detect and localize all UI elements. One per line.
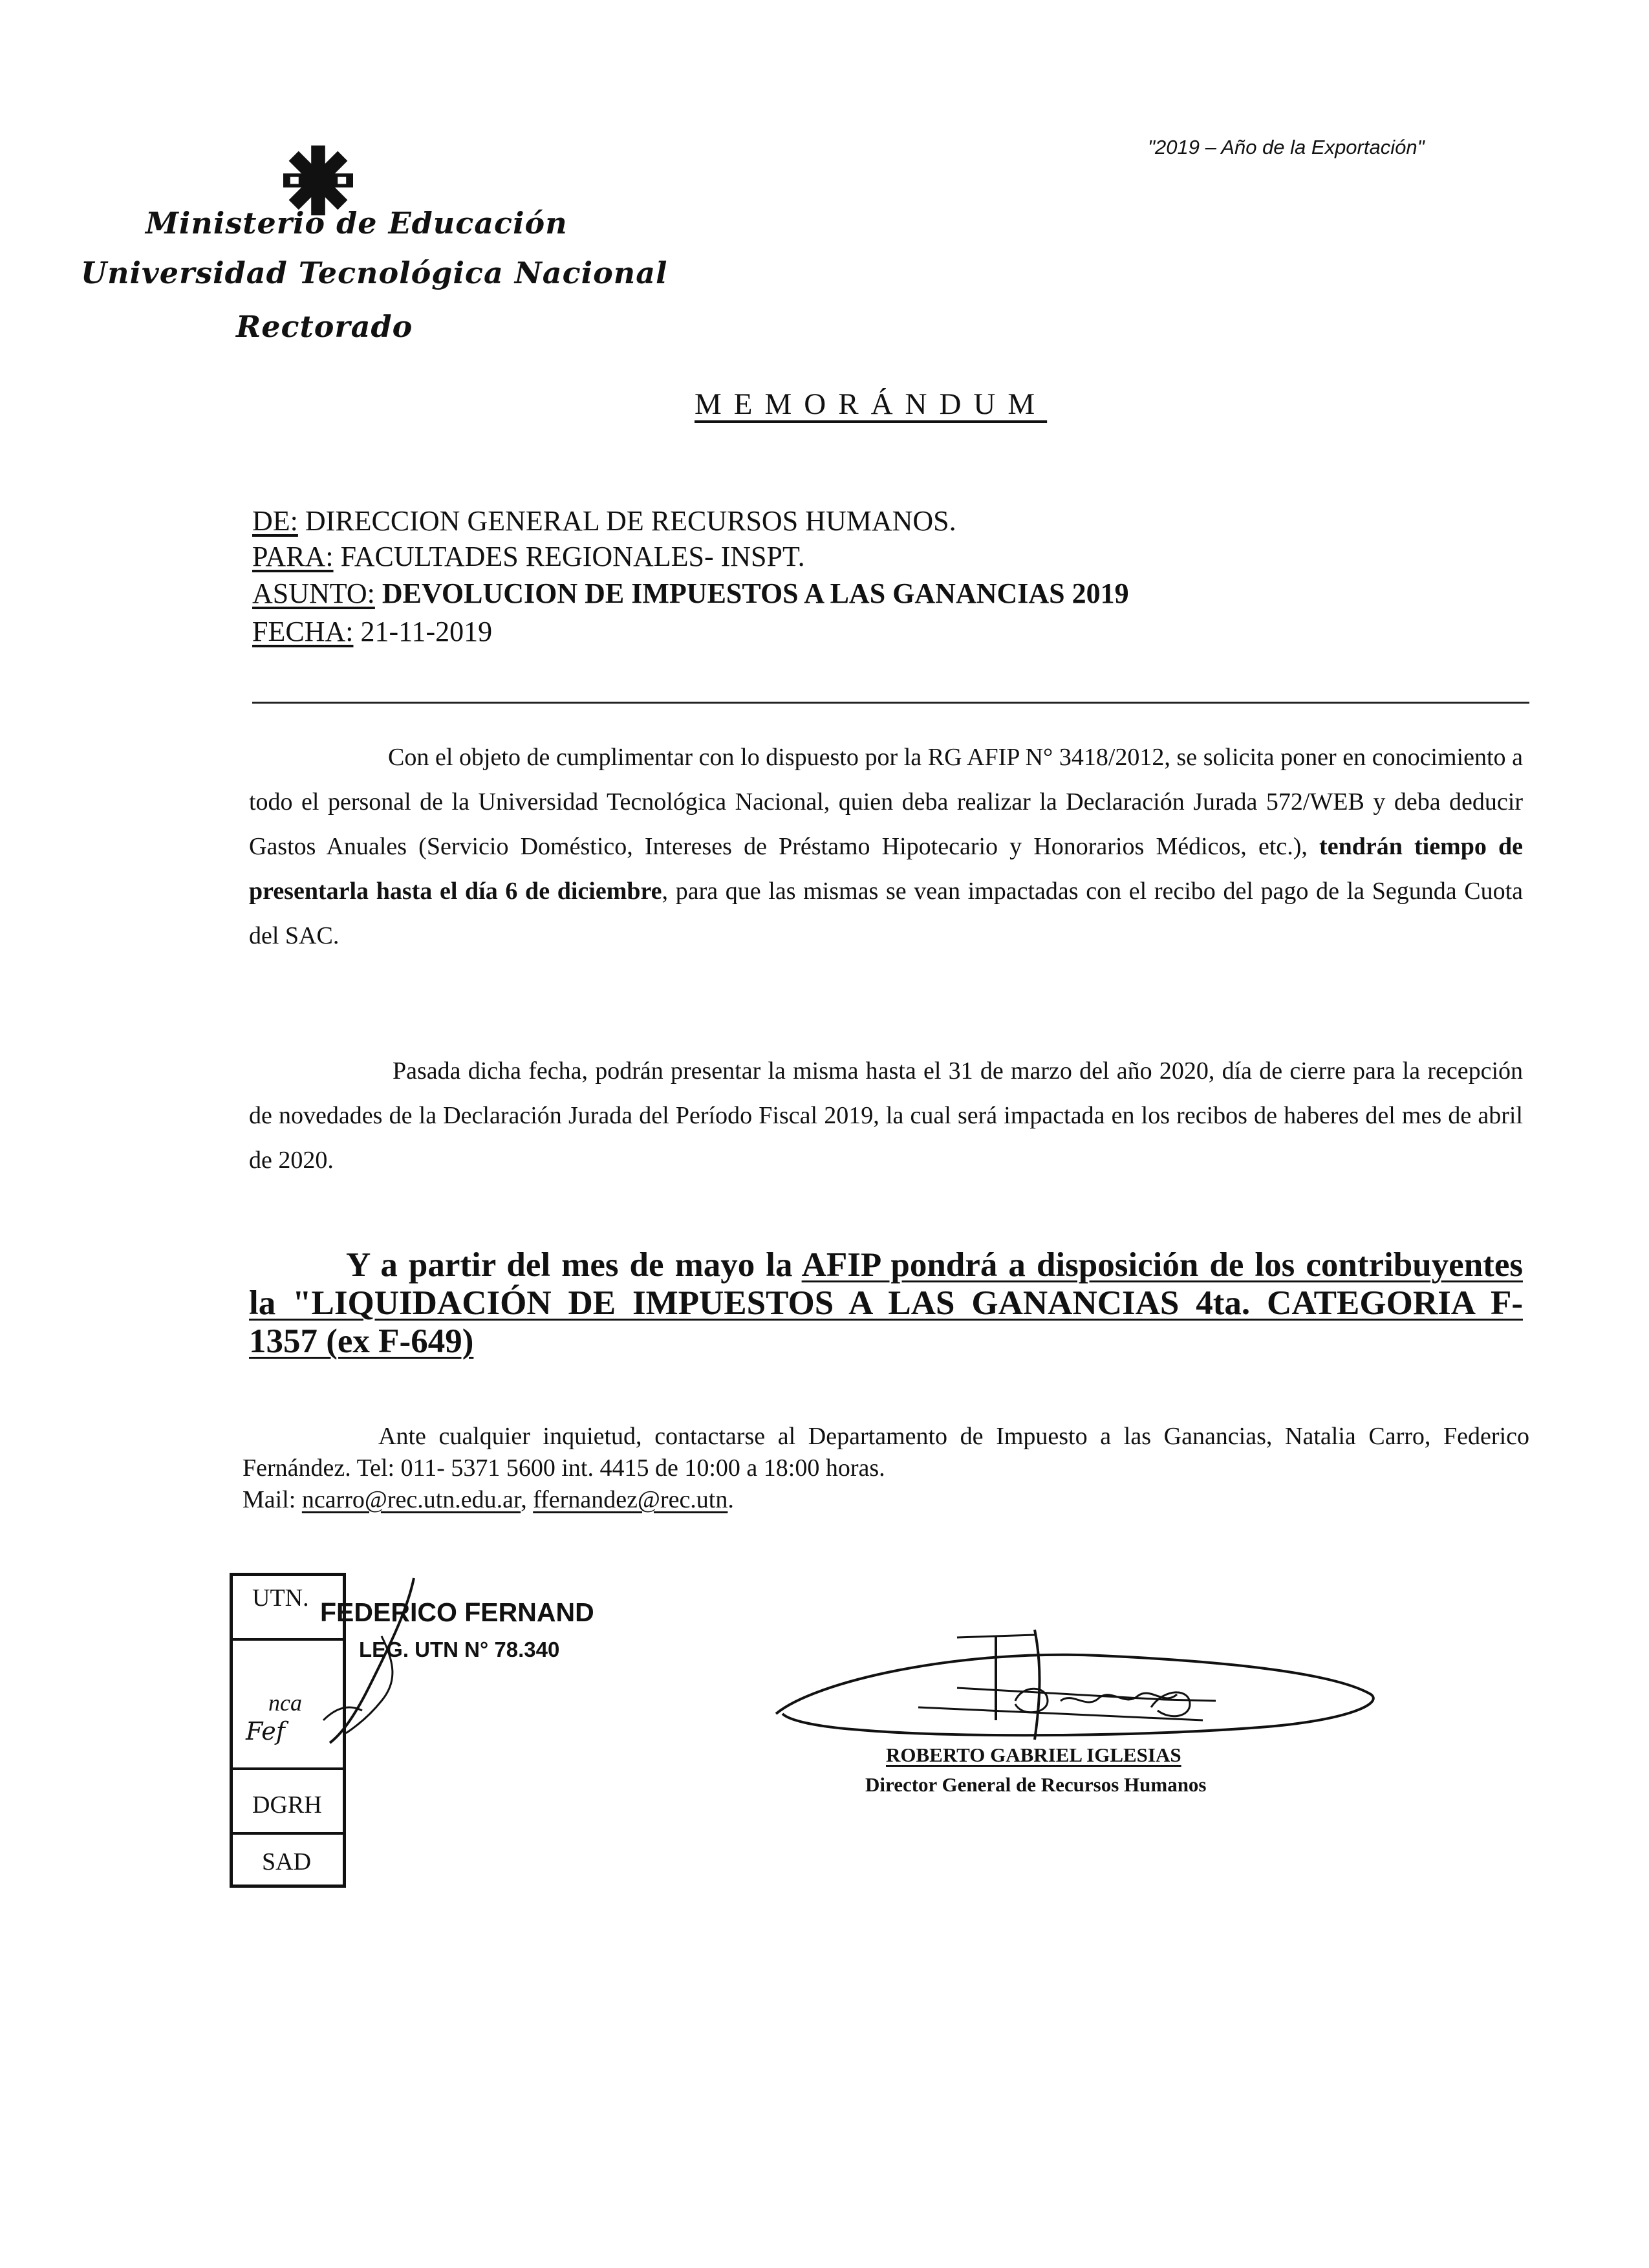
mail-separator: ,: [521, 1486, 534, 1513]
paragraph-1: [249, 735, 1523, 958]
routing-row-dgrh: DGRH: [233, 1770, 343, 1835]
signatory-title: Director General de Recursos Humanos: [865, 1773, 1207, 1796]
letterhead-university: Universidad Tecnológica Nacional: [81, 255, 668, 290]
paragraph-3-text-a: Y a partir del mes de mayo la: [346, 1246, 802, 1284]
stamp-name: FEDERICO FERNAND: [320, 1597, 594, 1627]
field-de-label: DE:: [252, 505, 298, 537]
field-asunto-label: ASUNTO:: [252, 578, 375, 609]
routing-initials-nca: nca: [268, 1690, 302, 1716]
letterhead-rectorado: Rectorado: [236, 309, 413, 344]
paragraph-1-text-b: , para que las mismas se vean impactadas con el recibo del pago de la Segunda Cuota del SAC.: [249, 878, 1524, 949]
field-de-value: DIRECCION GENERAL DE RECURSOS HUMANOS.: [297, 505, 956, 537]
paragraph-2: Pasada dicha fecha, podrán presentar la misma hasta el 31 de marzo del año 2020, día de cierre para la recepción de novedades de la Declaración Jurada del Período Fiscal 2019, la cual será impactada en los recibos de haberes del mes de abril de 2020.: [249, 1057, 1523, 1174]
letterhead-ministry: Ministerio de Educación: [146, 206, 568, 241]
director-signature: [763, 1623, 1384, 1746]
field-fecha-value: 21-11-2019: [353, 616, 493, 647]
routing-row-sad: SAD: [262, 1848, 312, 1875]
mail-label: Mail:: [242, 1486, 302, 1513]
routing-row-utn: UTN.: [233, 1576, 343, 1641]
year-motto: "2019 – Año de la Exportación": [1148, 136, 1425, 158]
stamp-leg: LEG. UTN N° 78.340: [359, 1637, 560, 1661]
field-para: [252, 540, 805, 573]
memo-title: MEMORÁNDUM: [695, 387, 1048, 421]
email-link-ncarro[interactable]: ncarro@rec.utn.edu.ar: [301, 1486, 521, 1513]
contact-text: Ante cualquier inquietud, contactarse al Departamento de Impuesto a las Ganancias, Natalia Carro, Federico Fernández. Tel: 011- 5371 5600 int. 4415 de 10:00 a 18:00 horas.: [242, 1423, 1529, 1482]
email-link-ffernandez[interactable]: ffernandez@rec.utn: [533, 1486, 728, 1513]
signatory-name: ROBERTO GABRIEL IGLESIAS: [886, 1744, 1181, 1766]
utn-emblem-icon: [283, 146, 353, 215]
field-asunto: [252, 577, 1129, 610]
paragraph-3-underlined: AFIP pondrá a disposición de los contribuyentes la "LIQUIDACIÓN DE IMPUESTOS A LAS GANANCIAS 4ta. CATEGORIA F- 1357 (ex F-649): [249, 1246, 1523, 1360]
field-para-value: FACULTADES REGIONALES- INSPT.: [333, 541, 805, 572]
field-fecha: [252, 615, 492, 648]
mail-end: .: [727, 1486, 734, 1513]
paragraph-1-deadline: tendrán tiempo de presentarla hasta el día 6 de diciembre: [249, 833, 1523, 905]
field-fecha-label: FECHA:: [252, 616, 354, 647]
field-asunto-value: DEVOLUCION DE IMPUESTOS A LAS GANANCIAS 2019: [374, 578, 1129, 609]
paragraph-1-text-a: Con el objeto de cumplimentar con lo dispuesto por la RG AFIP N° 3418/2012, se solicita poner en conocimiento a todo el personal de la Universidad Tecnológica Nacional, quien deba realizar la Declaración Jurada 572/WEB y deba deducir Gastos Anuales (Servicio Doméstico, Intereses de Préstamo Hipotecario y Honorarios Médicos, etc.),: [249, 744, 1523, 860]
routing-initials-fef: Fef: [246, 1717, 285, 1745]
field-para-label: PARA:: [252, 541, 334, 572]
stamp-signature-scribble: [285, 1571, 453, 1753]
paragraph-4-contact: [242, 1421, 1529, 1516]
header-divider: [252, 702, 1529, 704]
field-de: [252, 504, 956, 537]
paragraph-3-highlight: [249, 1246, 1523, 1361]
